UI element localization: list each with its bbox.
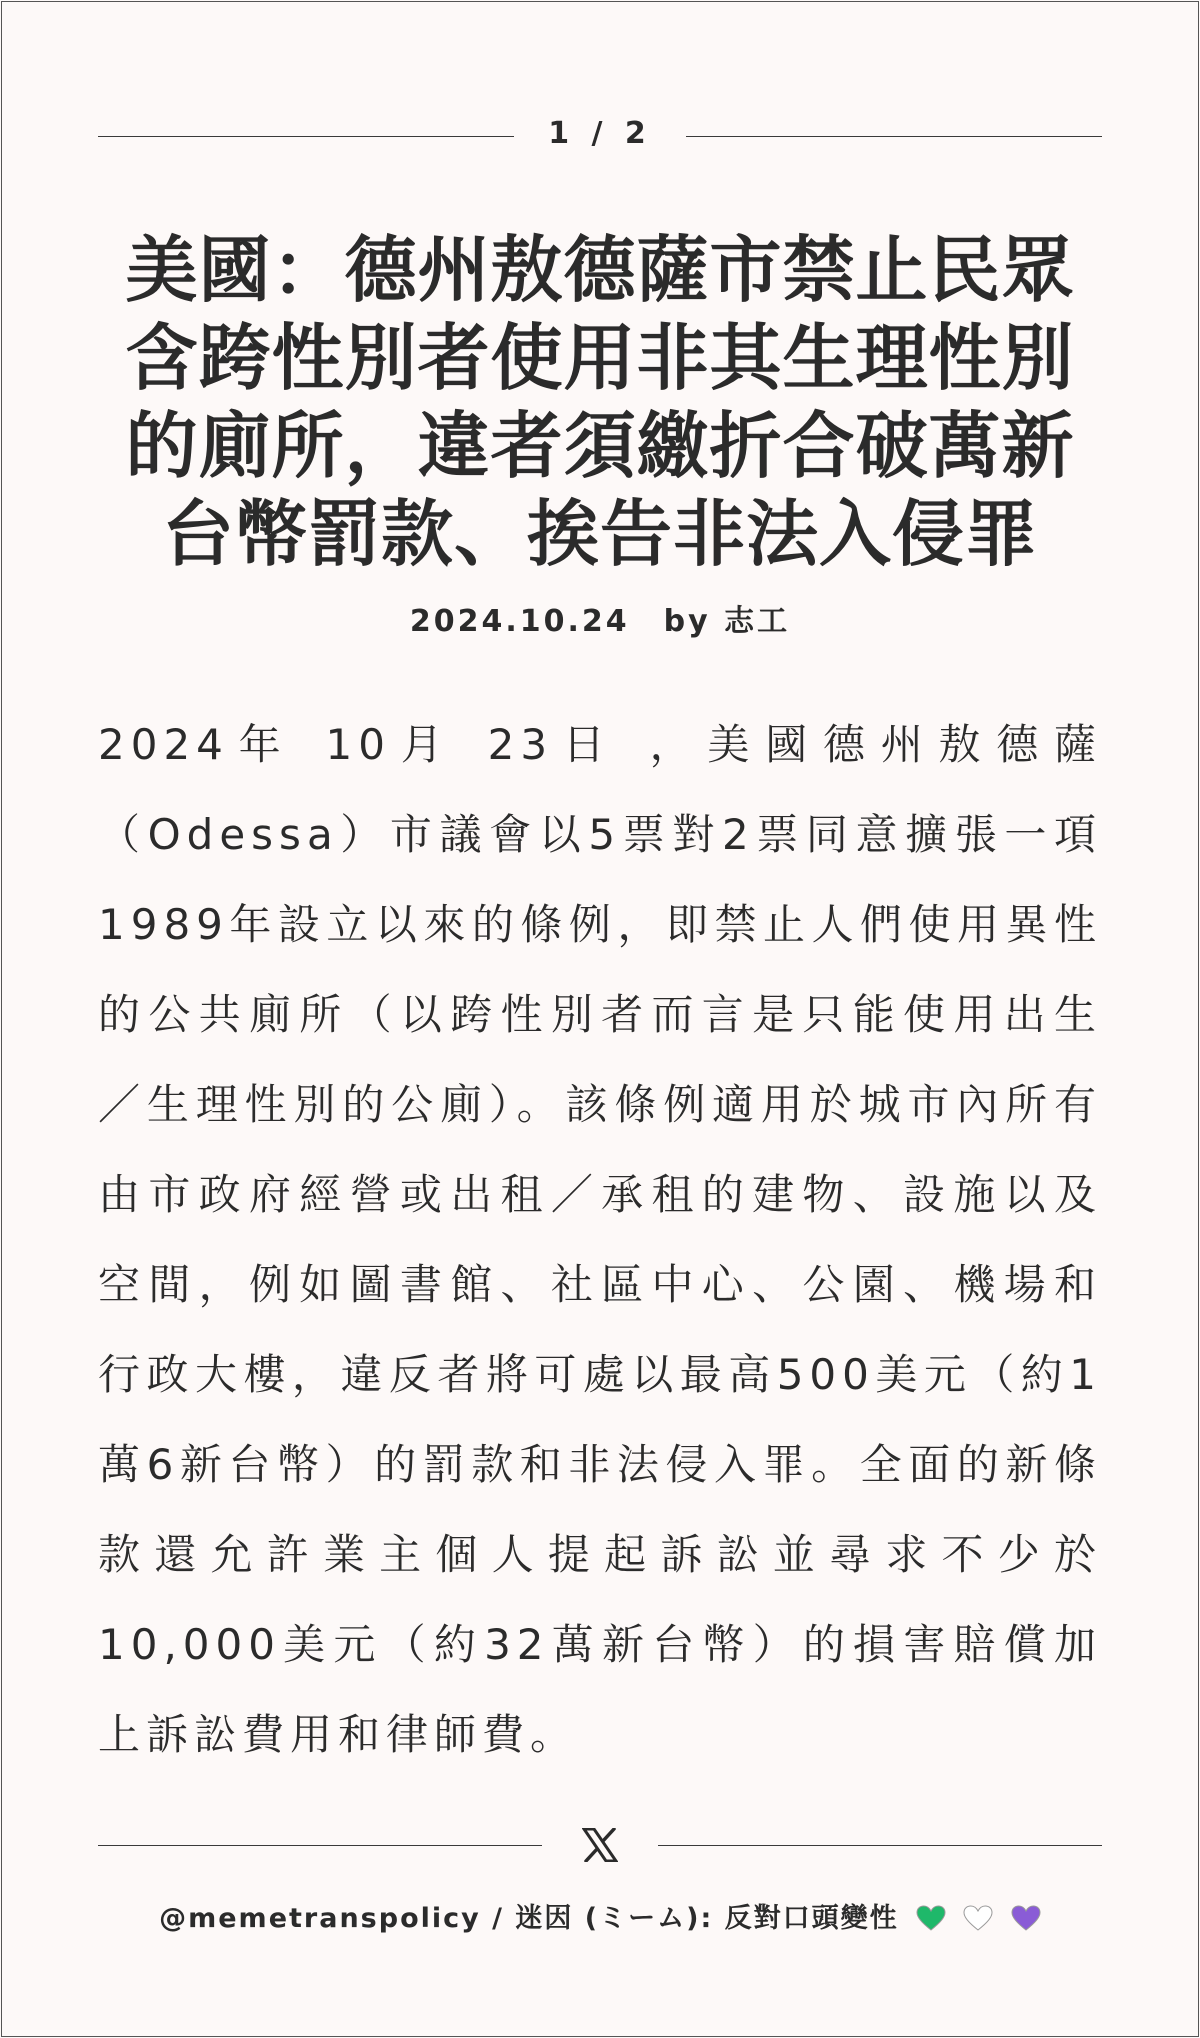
white-heart-icon [963,1905,993,1931]
bottom-divider-right [658,1845,1102,1846]
bottom-divider-left [98,1845,542,1846]
author: by 志工 [663,604,791,639]
page-counter: 1 / 2 [548,116,652,151]
article-body: 2024年 10月 23日 ，美國德州敖德薩（Odessa）市議會以5票對2票同意擴張一項1989年設立以來的條例，即禁止人們使用異性的公共廁所（以跨性別者而言是只能使用出生／生理性別的公廁）。該條例適用於城市內所有由市政府經營或出租／承租的建物、設施以及空間，例如圖書館、社區中心、公園、機場和行政大樓，違反者將可處以最高500美元（約1萬6新台幣）的罰款和非法侵入罪。全面的新條款還允許業主個人提起訴訟並尋求不少於10,000美元（約32萬新台幣）的損害賠償加上訴訟費用和律師費。 [98,720,1102,1759]
publish-date: 2024.10.24 [409,604,630,639]
footer-handle: @memetranspolicy / 迷因 (ミーム): 反對口頭變性 [159,1903,899,1934]
article-title: 美國：德州敖德薩市禁止民眾含跨性別者使用非其生理性別的廁所，違者須繳折合破萬新台幣罰款、挨告非法入侵罪 [125,228,1075,576]
byline [0,596,1200,640]
purple-heart-icon [1011,1905,1041,1931]
green-heart-icon [916,1905,946,1931]
x-logo-icon [582,1828,618,1862]
footer-credit [0,1896,1200,1935]
